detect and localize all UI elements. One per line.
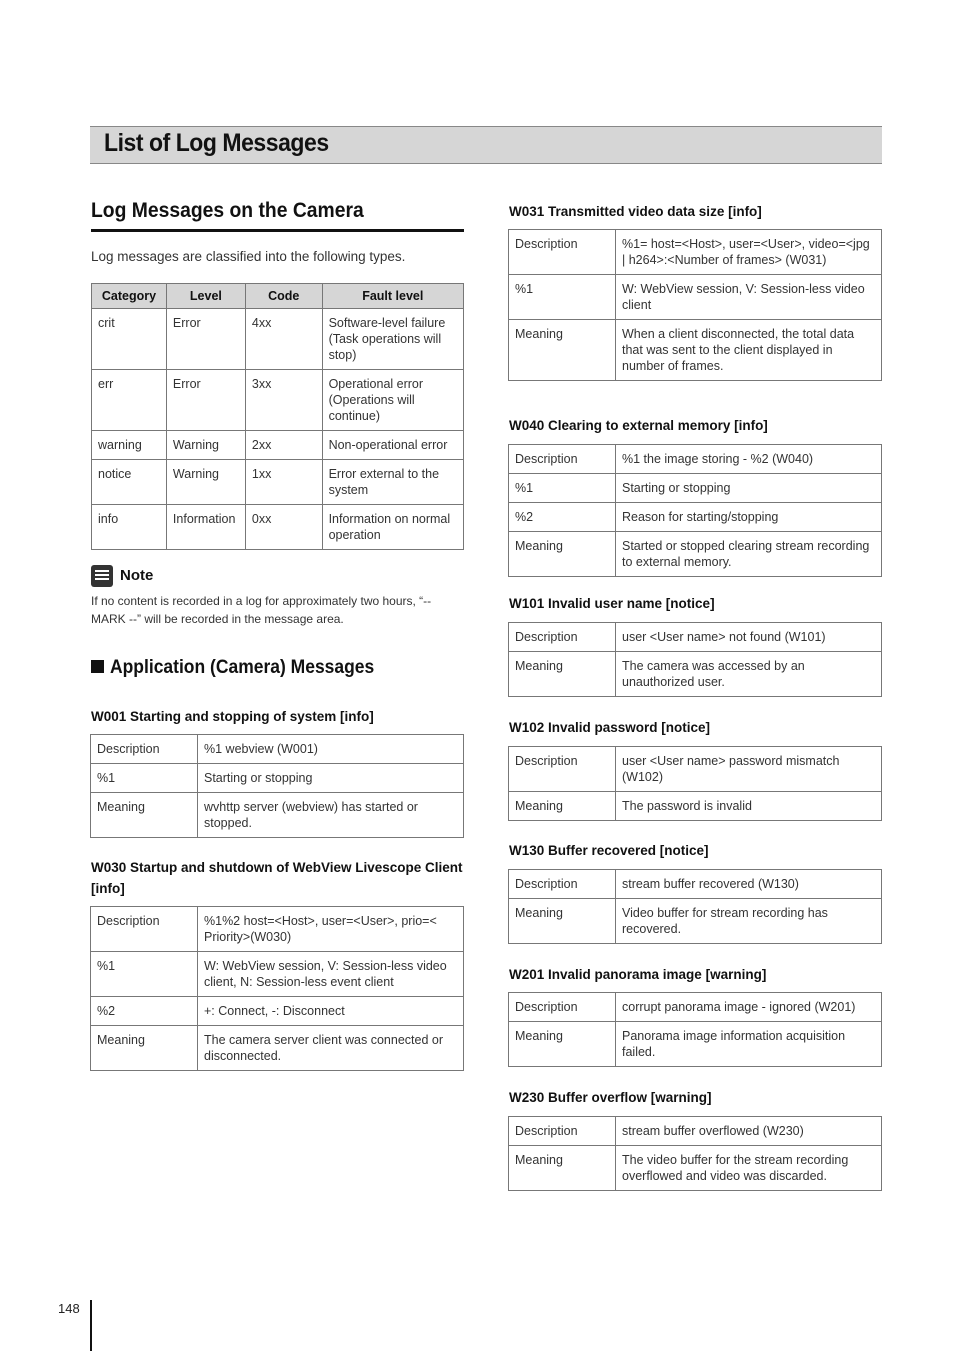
table-cell: %2 [91, 997, 198, 1026]
table-row [509, 1022, 882, 1067]
table-row [509, 993, 882, 1022]
message-table [508, 444, 882, 577]
table-cell: Warning [166, 460, 245, 505]
table-cell: Information [166, 505, 245, 550]
message-table [508, 229, 882, 381]
table-row [91, 793, 464, 838]
table-cell: Operational error (Operations will continue) [322, 370, 463, 431]
message-table [508, 869, 882, 944]
table-row [509, 870, 882, 899]
table-cell: Description [509, 230, 616, 275]
table-row [509, 230, 882, 275]
table-cell: Software-level failure (Task operations will stop) [322, 309, 463, 370]
message-table [90, 734, 464, 838]
table-row [509, 320, 882, 381]
message-title: W130 Buffer recovered [notice] [509, 843, 709, 858]
table-cell: Description [509, 993, 616, 1022]
table-cell: corrupt panorama image - ignored (W201) [616, 993, 882, 1022]
table-cell: warning [92, 431, 167, 460]
table-cell: %1 [91, 764, 198, 793]
message-title: W030 Startup and shutdown of WebView Livescope Client [info] [91, 860, 463, 896]
message-table [90, 906, 464, 1071]
table-cell: The password is invalid [616, 792, 882, 821]
table-cell: %1 [509, 474, 616, 503]
message-table [508, 1116, 882, 1191]
table-row [509, 503, 882, 532]
table-cell: Description [509, 1117, 616, 1146]
note-icon [91, 565, 113, 587]
table-cell: Meaning [509, 1146, 616, 1191]
table-cell: %1= host=<Host>, user=<User>, video=<jpg | h264>:<Number of frames> (W031) [616, 230, 882, 275]
table-cell: Meaning [509, 899, 616, 944]
table-cell: +: Connect, -: Disconnect [198, 997, 464, 1026]
table-row [509, 474, 882, 503]
table-row [509, 1146, 882, 1191]
table-row [92, 505, 464, 550]
table-cell: notice [92, 460, 167, 505]
message-title: W201 Invalid panorama image [warning] [509, 967, 767, 982]
table-cell: user <User name> password mismatch (W102) [616, 747, 882, 792]
section-title: Log Messages on the Camera [91, 199, 464, 232]
message-title: W230 Buffer overflow [warning] [509, 1090, 712, 1105]
table-cell: %1 webview (W001) [198, 735, 464, 764]
table-cell: %1 the image storing - %2 (W040) [616, 445, 882, 474]
square-bullet-icon [91, 660, 104, 673]
table-cell: The video buffer for the stream recording overflowed and video was discarded. [616, 1146, 882, 1191]
table-cell: Meaning [509, 532, 616, 577]
table-cell: Description [91, 735, 198, 764]
table-cell: Description [509, 445, 616, 474]
table-row [92, 460, 464, 505]
column-header: Fault level [322, 284, 463, 309]
table-cell: Description [509, 623, 616, 652]
table-row [91, 1026, 464, 1071]
message-title: W031 Transmitted video data size [info] [509, 204, 762, 219]
table-row [91, 764, 464, 793]
column-header: Level [166, 284, 245, 309]
message-title: W040 Clearing to external memory [info] [509, 418, 768, 433]
table-cell: Video buffer for stream recording has recovered. [616, 899, 882, 944]
note-text: If no content is recorded in a log for approximately two hours, “-- MARK --” will be recorded in the message area. [91, 594, 432, 626]
page-title-bar [90, 126, 882, 164]
table-cell: Starting or stopping [616, 474, 882, 503]
table-cell: Description [509, 870, 616, 899]
table-cell: 1xx [245, 460, 322, 505]
table-cell: Non-operational error [322, 431, 463, 460]
note-label: Note [120, 567, 154, 584]
table-cell: %2 [509, 503, 616, 532]
table-cell: Error [166, 309, 245, 370]
table-cell: Meaning [509, 1022, 616, 1067]
message-title: W101 Invalid user name [notice] [509, 596, 715, 611]
table-cell: Starting or stopping [198, 764, 464, 793]
table-cell: 0xx [245, 505, 322, 550]
table-cell: W: WebView session, V: Session-less video client [616, 275, 882, 320]
subsection-title: Application (Camera) Messages [91, 657, 397, 679]
page-number: 148 [58, 1301, 80, 1316]
column-header: Code [245, 284, 322, 309]
column-header: Category [92, 284, 167, 309]
table-cell: 4xx [245, 309, 322, 370]
table-cell: Meaning [509, 320, 616, 381]
table-cell: 2xx [245, 431, 322, 460]
table-row [91, 997, 464, 1026]
intro-text: Log messages are classified into the following types. [91, 249, 406, 264]
table-cell: Started or stopped clearing stream recording to external memory. [616, 532, 882, 577]
table-row [91, 952, 464, 997]
table-cell: Description [91, 907, 198, 952]
table-cell: W: WebView session, V: Session-less video client, N: Session-less event client [198, 952, 464, 997]
table-cell: Meaning [509, 652, 616, 697]
table-cell: Description [509, 747, 616, 792]
table-cell: When a client disconnected, the total data that was sent to the client displayed in number of frames. [616, 320, 882, 381]
table-cell: Information on normal operation [322, 505, 463, 550]
table-row [509, 792, 882, 821]
table-row [509, 623, 882, 652]
table-row [509, 747, 882, 792]
table-cell: crit [92, 309, 167, 370]
table-cell: Meaning [91, 1026, 198, 1071]
table-row [509, 532, 882, 577]
page-title: List of Log Messages [104, 129, 329, 157]
table-cell: info [92, 505, 167, 550]
message-table [508, 746, 882, 821]
table-row [509, 652, 882, 697]
table-row [509, 899, 882, 944]
table-cell: %1%2 host=<Host>, user=<User>, prio=< Priority>(W030) [198, 907, 464, 952]
table-header-row [92, 284, 464, 309]
table-cell: Reason for starting/stopping [616, 503, 882, 532]
table-row [92, 370, 464, 431]
table-cell: %1 [509, 275, 616, 320]
table-row [509, 275, 882, 320]
table-cell: err [92, 370, 167, 431]
table-cell: The camera server client was connected or disconnected. [198, 1026, 464, 1071]
table-cell: Meaning [91, 793, 198, 838]
message-title: W102 Invalid password [notice] [509, 720, 711, 735]
table-cell: stream buffer recovered (W130) [616, 870, 882, 899]
table-row [509, 1117, 882, 1146]
table-cell: 3xx [245, 370, 322, 431]
table-row [91, 907, 464, 952]
types-table [91, 283, 464, 550]
table-cell: Error [166, 370, 245, 431]
table-row [92, 309, 464, 370]
table-row [509, 445, 882, 474]
page-number-divider [90, 1300, 92, 1351]
table-cell: The camera was accessed by an unauthorized user. [616, 652, 882, 697]
table-cell: wvhttp server (webview) has started or stopped. [198, 793, 464, 838]
message-title: W001 Starting and stopping of system [info] [91, 709, 374, 724]
table-row [91, 735, 464, 764]
table-cell: %1 [91, 952, 198, 997]
table-cell: user <User name> not found (W101) [616, 623, 882, 652]
table-cell: Warning [166, 431, 245, 460]
table-cell: stream buffer overflowed (W230) [616, 1117, 882, 1146]
table-cell: Panorama image information acquisition failed. [616, 1022, 882, 1067]
table-cell: Meaning [509, 792, 616, 821]
message-table [508, 622, 882, 697]
table-cell: Error external to the system [322, 460, 463, 505]
table-row [92, 431, 464, 460]
message-table [508, 992, 882, 1067]
